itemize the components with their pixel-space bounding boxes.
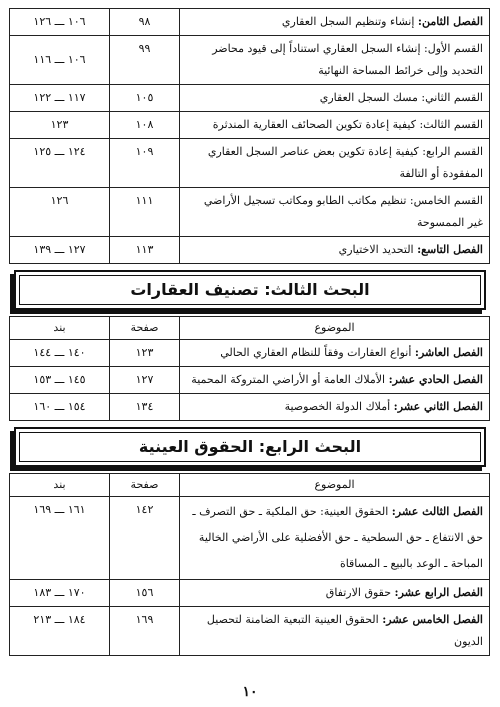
clause-cell: ١١٧ ـــ ١٢٢	[10, 85, 110, 112]
index-page	[10, 8, 490, 656]
table-row	[10, 607, 490, 656]
header-clause: بند	[10, 317, 110, 340]
header-page: صفحة	[110, 317, 180, 340]
page-cell: ١١١	[110, 188, 180, 237]
topic-cell	[180, 580, 490, 607]
page-cell: ١٢٧	[110, 367, 180, 394]
topic-cell	[180, 9, 490, 36]
toc-table-2	[9, 316, 490, 421]
table-row	[10, 139, 490, 188]
clause-cell: ١٢٤ ـــ ١٢٥	[10, 139, 110, 188]
topic-text: القسم الثاني: مسك السجل العقاري	[319, 91, 483, 104]
topic-cell	[180, 188, 490, 237]
chapter-label: الفصل الخامس عشر:	[382, 613, 483, 626]
topic-text: القسم الخامس: تنظيم مكاتب الطابو ومكاتب تسجيل الأراضي غير الممسوحة	[203, 194, 483, 229]
topic-cell	[180, 112, 490, 139]
table-row	[10, 112, 490, 139]
page-cell: ١٠٥	[110, 85, 180, 112]
clause-cell: ١٠٦ ـــ ١١٦	[10, 36, 110, 85]
topic-text: أملاك الدولة الخصوصية	[284, 400, 394, 413]
table-row	[10, 188, 490, 237]
page-cell: ١٠٨	[110, 112, 180, 139]
section-title-box	[14, 270, 486, 310]
topic-cell	[180, 85, 490, 112]
table-row	[10, 367, 490, 394]
clause-cell: ١٥٤ ـــ ١٦٠	[10, 394, 110, 421]
topic-cell	[180, 394, 490, 421]
page-cell: ١٣٤	[110, 394, 180, 421]
page-cell: ١٢٣	[110, 340, 180, 367]
chapter-label: الفصل الثاني عشر:	[393, 400, 483, 413]
chapter-label: الفصل الرابع عشر:	[394, 586, 483, 599]
section-title-box	[14, 427, 486, 467]
topic-text: القسم الرابع: كيفية إعادة تكوين بعض عناصر السجل العقاري المفقودة أو التالفة	[207, 145, 483, 180]
table-row	[10, 394, 490, 421]
page-cell: ١٥٦	[110, 580, 180, 607]
clause-cell: ١٤٠ ـــ ١٤٤	[10, 340, 110, 367]
page-cell: ٩٨	[110, 9, 180, 36]
clause-cell: ١٤٥ ـــ ١٥٣	[10, 367, 110, 394]
toc-table-3	[9, 473, 490, 656]
topic-cell	[180, 237, 490, 264]
table-row	[10, 36, 490, 85]
clause-cell: ١٢٣	[10, 112, 110, 139]
clause-cell: ١٨٤ ـــ ٢١٣	[10, 607, 110, 656]
topic-cell	[180, 340, 490, 367]
topic-text: القسم الأول: إنشاء السجل العقاري استناداً إلى قيود محاضر التحديد وإلى خرائط المساحة النهائية	[212, 42, 483, 77]
header-page: صفحة	[110, 474, 180, 497]
clause-cell: ١٦١ ـــ ١٦٩	[10, 497, 110, 580]
header-topic: الموضوع	[180, 317, 490, 340]
clause-cell: ١٢٧ ـــ ١٣٩	[10, 237, 110, 264]
topic-text: حقوق الارتفاق	[325, 586, 395, 599]
toc-table-1	[9, 8, 490, 264]
section-title: البحث الثالث: تصنيف العقارات	[19, 275, 481, 305]
header-clause: بند	[10, 474, 110, 497]
page-cell: ١٠٩	[110, 139, 180, 188]
page-number: ١٠	[242, 684, 258, 700]
clause-cell: ١٧٠ ـــ ١٨٣	[10, 580, 110, 607]
header-topic: الموضوع	[180, 474, 490, 497]
chapter-label: الفصل الحادي عشر:	[388, 373, 483, 386]
table-row	[10, 580, 490, 607]
chapter-label: الفصل العاشر:	[414, 346, 483, 359]
clause-cell: ١٢٦	[10, 188, 110, 237]
topic-text: إنشاء وتنظيم السجل العقاري	[281, 15, 418, 28]
topic-text: الأملاك العامة أو الأراضي المتروكة المحمية	[191, 373, 389, 386]
topic-text: الحقوق العينية التبعية الضامنة لتحصيل الديون	[206, 613, 483, 648]
table-row	[10, 9, 490, 36]
clause-cell: ١٠٦ ـــ ١٢٦	[10, 9, 110, 36]
chapter-label: الفصل التاسع:	[417, 243, 483, 256]
topic-cell	[180, 139, 490, 188]
table-row	[10, 340, 490, 367]
section-title: البحث الرابع: الحقوق العينية	[19, 432, 481, 462]
topic-cell	[180, 36, 490, 85]
page-cell: ١٦٩	[110, 607, 180, 656]
topic-text: القسم الثالث: كيفية إعادة تكوين الصحائف العقارية المندثرة	[212, 118, 483, 131]
page-cell: ١١٣	[110, 237, 180, 264]
topic-cell	[180, 607, 490, 656]
topic-cell	[180, 367, 490, 394]
table-header-row	[10, 317, 490, 340]
table-header-row	[10, 474, 490, 497]
topic-text: التحديد الاختياري	[338, 243, 418, 256]
chapter-label: الفصل الثالث عشر:	[391, 505, 483, 518]
page-cell: ٩٩	[110, 36, 180, 85]
table-row	[10, 237, 490, 264]
page-cell: ١٤٢	[110, 497, 180, 580]
table-row	[10, 497, 490, 580]
table-row	[10, 85, 490, 112]
topic-text: أنواع العقارات وفقاً للنظام العقاري الحالي	[220, 346, 415, 359]
topic-text: الحقوق العينية: حق الملكية ـ حق التصرف ـ حق الانتفاع ـ حق السطحية ـ حق الأفضلية على الأراضي الخالية المباحة ـ الوعد بالبيع ـ المساقاة	[192, 505, 483, 570]
topic-cell	[180, 497, 490, 580]
chapter-label: الفصل الثامن:	[417, 15, 483, 28]
